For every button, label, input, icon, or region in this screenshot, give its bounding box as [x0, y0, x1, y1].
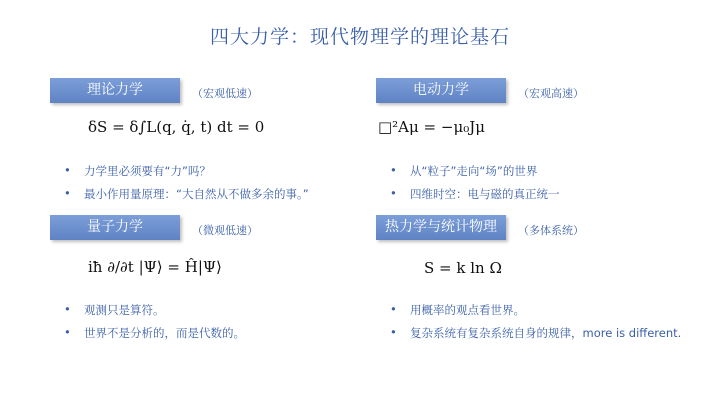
bullet-list [64, 302, 245, 348]
list-item: • 世界不是分析的，而是代数的。 [64, 325, 245, 341]
bullet-list [390, 163, 560, 209]
list-item: • 复杂系统有复杂系统自身的规律，more is different. [390, 325, 681, 341]
formula-boltzmann-entropy [424, 259, 502, 277]
list-item: • 观测只是算符。 [64, 302, 245, 318]
section-subtitle: （宏观低速） [192, 87, 258, 100]
list-item: • 用概率的观点看世界。 [390, 302, 681, 318]
formula-least-action [88, 118, 264, 136]
section-tag-thermodynamics: 热力学与统计物理 [376, 215, 506, 240]
section-tag-theoretical-mechanics: 理论力学 [50, 78, 180, 103]
section-tag-electrodynamics: 电动力学 [376, 78, 506, 103]
list-item: • 从“粒子”走向“场”的世界 [390, 163, 560, 179]
bullet-list [390, 302, 681, 348]
section-subtitle: （微观低速） [192, 224, 258, 237]
formula-text: iħ ∂/∂t |Ψ⟩ = Ĥ|Ψ⟩ [88, 258, 222, 276]
formula-wave-equation [378, 118, 485, 136]
section-subtitle: （多体系统） [518, 224, 584, 237]
list-item: • 四维时空：电与磁的真正统一 [390, 186, 560, 202]
list-item: • 最小作用量原理：“大自然从不做多余的事。” [64, 186, 309, 202]
section-subtitle: （宏观高速） [518, 87, 584, 100]
page-title: 四大力学：现代物理学的理论基石 [209, 26, 510, 48]
formula-text: S = k ln Ω [424, 259, 502, 277]
bullet-list [64, 163, 309, 209]
formula-text: δS = δ∫L(q, q̇, t) dt = 0 [88, 118, 265, 136]
formula-schrodinger [88, 258, 222, 276]
list-item: • 力学里必须要有“力”吗？ [64, 163, 309, 179]
section-tag-quantum-mechanics: 量子力学 [50, 215, 180, 240]
formula-text: □²Aμ = −μ₀Jμ [378, 118, 485, 136]
